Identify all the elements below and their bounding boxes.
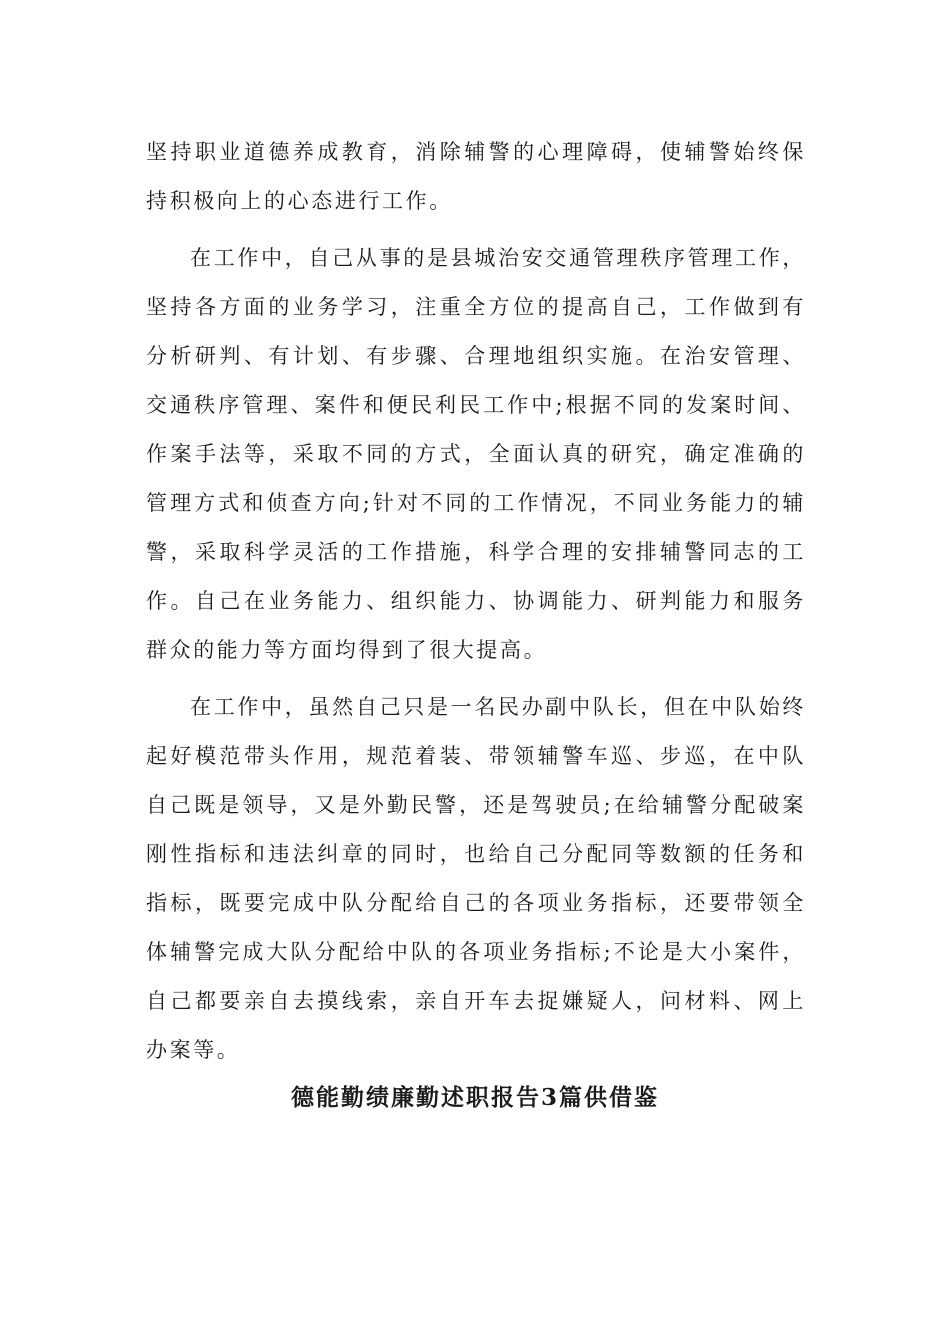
paragraph-1: 坚持职业道德养成教育，消除辅警的心理障碍，使辅警始终保持积极向上的心态进行工作。 — [146, 140, 806, 213]
paragraph-2: 在工作中，自己从事的是县城治安交通管理秩序管理工作，坚持各方面的业务学习，注重全方位的提高自己，工作做到有分析研判、有计划、有步骤、合理地组织实施。在治安管理、交通秩序管理、案件和便民利民工作中;根据不同的发案时间、作案手法等，采取不同的方式，全面认真的研究，确定准确的管理方式和侦查方向;针对不同的工作情况，不同业务能力的辅警，采取科学灵活的工作措施，科学合理的安排辅警同志的工作。自己在业务能力、组织能力、协调能力、研判能力和服务群众的能力等方面均得到了很大提高。 — [146, 246, 806, 662]
paragraph-3: 在工作中，虽然自己只是一名民办副中队长，但在中队始终起好模范带头作用，规范着装、带领辅警车巡、步巡，在中队自己既是领导，又是外勤民警，还是驾驶员;在给辅警分配破案刚性指标和违法纠章的同时，也给自己分配同等数额的任务和指标，既要完成中队分配给自己的各项业务指标，还要带领全体辅警完成大队分配给中队的各项业务指标;不论是大小案件，自己都要亲自去摸线索，亲自开车去捉嫌疑人，问材料、网上办案等。 — [146, 695, 806, 1062]
section-heading: 德能勤绩廉勤述职报告3篇供借鉴 — [290, 1084, 659, 1111]
document-body — [146, 128, 806, 1075]
